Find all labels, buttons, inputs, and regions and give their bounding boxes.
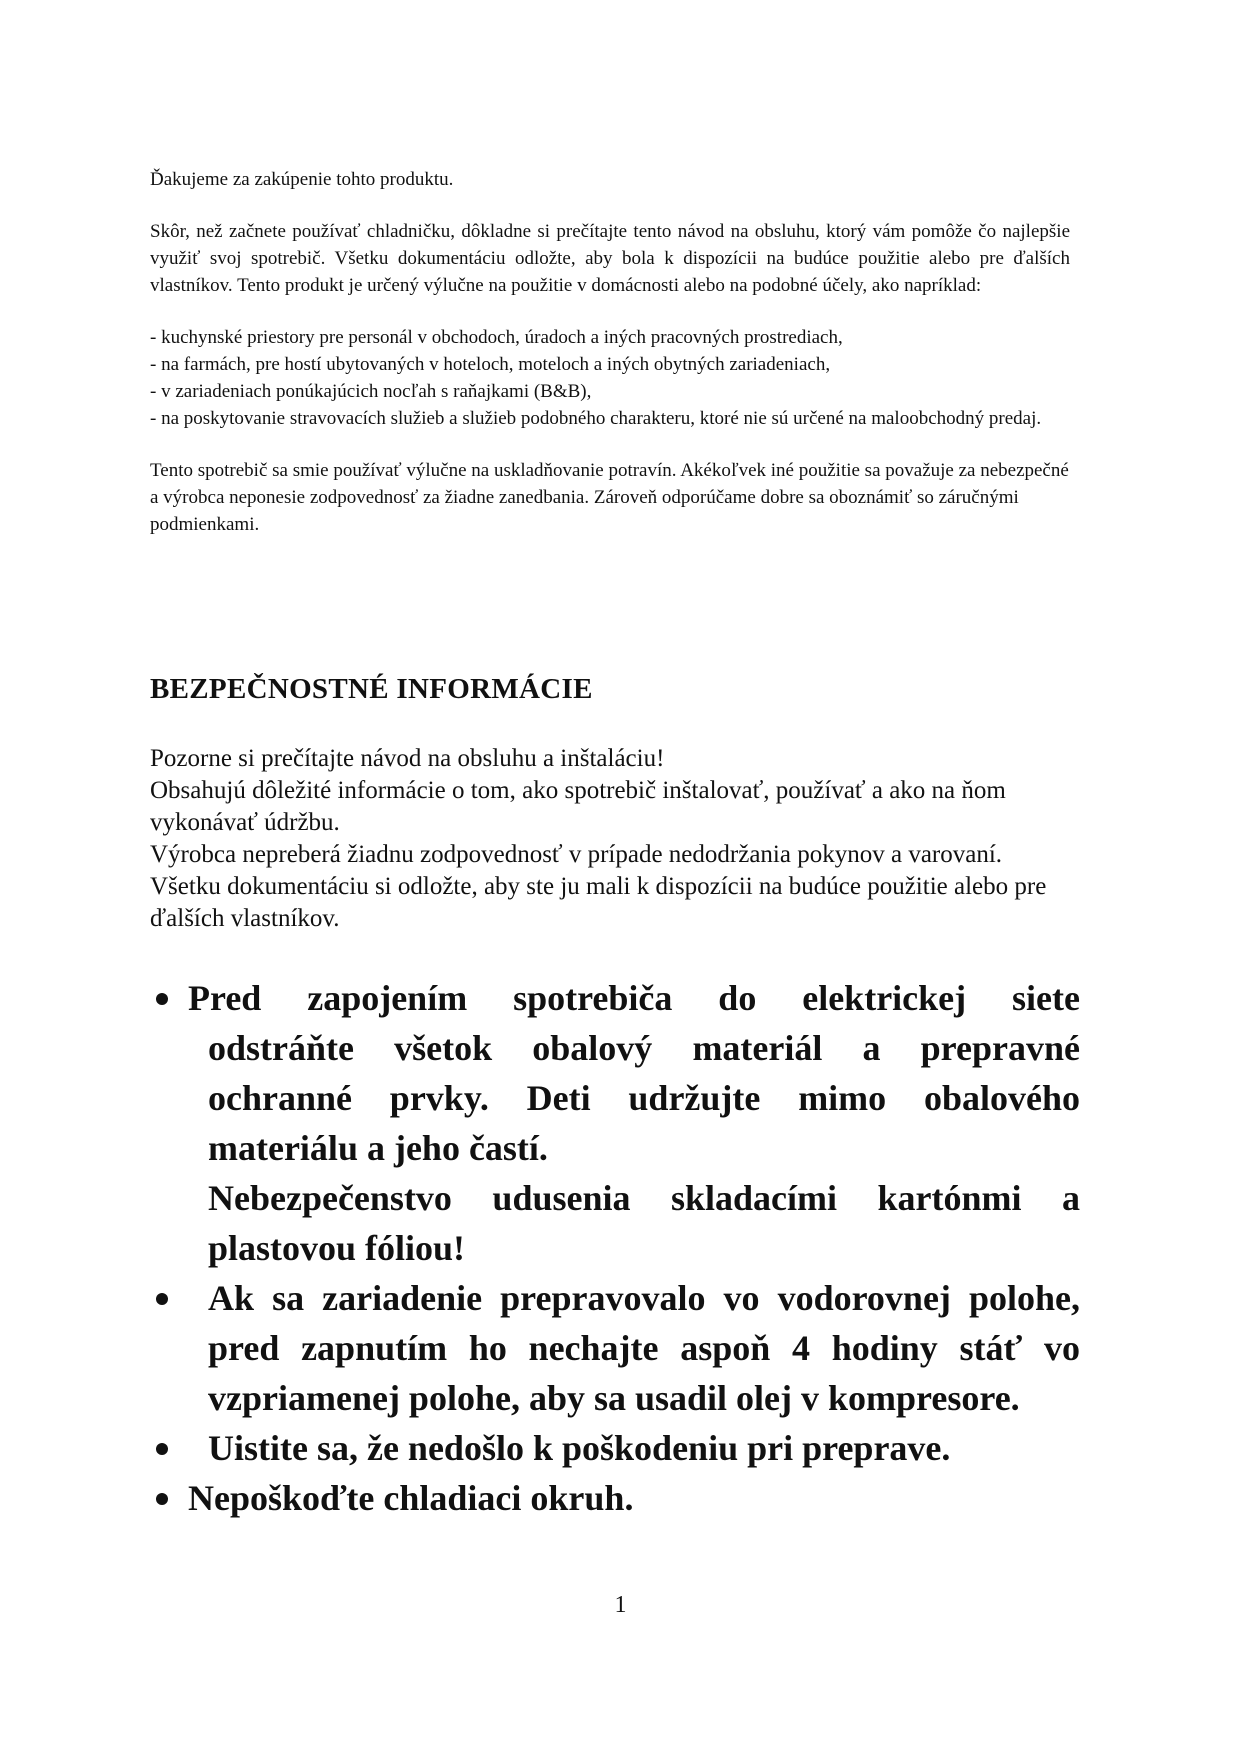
bullet-first-line: Ak sa zariadenie prepravovalo vo vodorovnej polohe,	[208, 1278, 1080, 1318]
bullet-line: ochranné prvky. Deti udržujte mimo obalového	[208, 1078, 1080, 1118]
bullet-line: Nebezpečenstvo udusenia skladacími kartónmi a	[208, 1178, 1080, 1218]
bullet-line: odstráňte všetok obalový materiál a prepravné	[208, 1028, 1080, 1068]
thanks-line: Ďakujeme za zakúpenie tohto produktu.	[150, 169, 454, 190]
list-item: - v zariadeniach ponúkajúcich nocľah s raňajkami (B&B),	[150, 381, 592, 402]
safety-line: Výrobca nepreberá žiadnu zodpovednosť v prípade nedodržania pokynov a varovaní.	[150, 841, 1003, 868]
safety-intro	[150, 743, 1090, 935]
page-number: 1	[614, 1592, 627, 1618]
bullet-line: vzpriamenej polohe, aby sa usadil olej v kompresore.	[208, 1378, 1020, 1418]
intro-paragraph: Skôr, než začnete používať chladničku, dôkladne si prečítajte tento návod na obsluhu, ktorý vám pomôže čo najlepšie využiť svoj spotrebič. Všetku dokumentáciu odložte, aby bola k dispozícii na budúce použitie alebo pre ďalších vlastníkov. Tento produkt je určený výlučne na použitie v domácnosti alebo na podobné účely, ako napríklad:	[150, 221, 1070, 296]
bullet-first-line: Uistite sa, že nedošlo k poškodeniu pri preprave.	[208, 1428, 951, 1468]
bullet-item	[150, 1423, 1080, 1473]
bullet-item	[150, 1273, 1080, 1423]
bullet-first-line: Nepoškoďte chladiaci okruh.	[188, 1478, 634, 1518]
bullet-icon	[156, 1443, 168, 1455]
bullet-icon	[156, 1293, 168, 1305]
intro-section	[150, 166, 1070, 538]
safety-line: Všetku dokumentáciu si odložte, aby ste ju mali k dispozícii na budúce použitie alebo pre ďalších vlastníkov.	[150, 873, 1047, 932]
bullet-line: pred zapnutím ho nechajte aspoň 4 hodiny stáť vo	[208, 1328, 1080, 1368]
list-item: - na farmách, pre hostí ubytovaných v hoteloch, moteloch a iných obytných zariadeniach,	[150, 354, 831, 375]
section-heading: BEZPEČNOSTNÉ INFORMÁCIE	[150, 673, 593, 705]
safety-bullet-list	[150, 973, 1080, 1523]
safety-line: Pozorne si prečítajte návod na obsluhu a inštaláciu!	[150, 745, 665, 772]
bullet-first-line: Pred zapojením spotrebiča do elektrickej siete	[188, 978, 1080, 1018]
safety-line: Obsahujú dôležité informácie o tom, ako spotrebič inštalovať, používať a ako na ňom vykonávať údržbu.	[150, 777, 1006, 836]
bullet-line: materiálu a jeho častí.	[208, 1128, 548, 1168]
bullet-icon	[156, 993, 168, 1005]
list-item: - na poskytovanie stravovacích služieb a služieb podobného charakteru, ktoré nie sú určené na maloobchodný predaj.	[150, 408, 1042, 429]
bullet-icon	[156, 1493, 168, 1505]
bullet-item	[150, 973, 1080, 1273]
bullet-item	[150, 1473, 1080, 1523]
bullet-line: plastovou fóliou!	[208, 1228, 466, 1268]
intended-uses-list	[150, 324, 1070, 432]
usage-restriction-paragraph: Tento spotrebič sa smie používať výlučne na uskladňovanie potravín. Akékoľvek iné použitie sa považuje za nebezpečné a výrobca neponesie zodpovednosť za žiadne zanedbania. Zároveň odporúčame dobre sa oboznámiť so záručnými podmienkami.	[150, 460, 1069, 535]
list-item: - kuchynské priestory pre personál v obchodoch, úradoch a iných pracovných prostrediach,	[150, 327, 843, 348]
